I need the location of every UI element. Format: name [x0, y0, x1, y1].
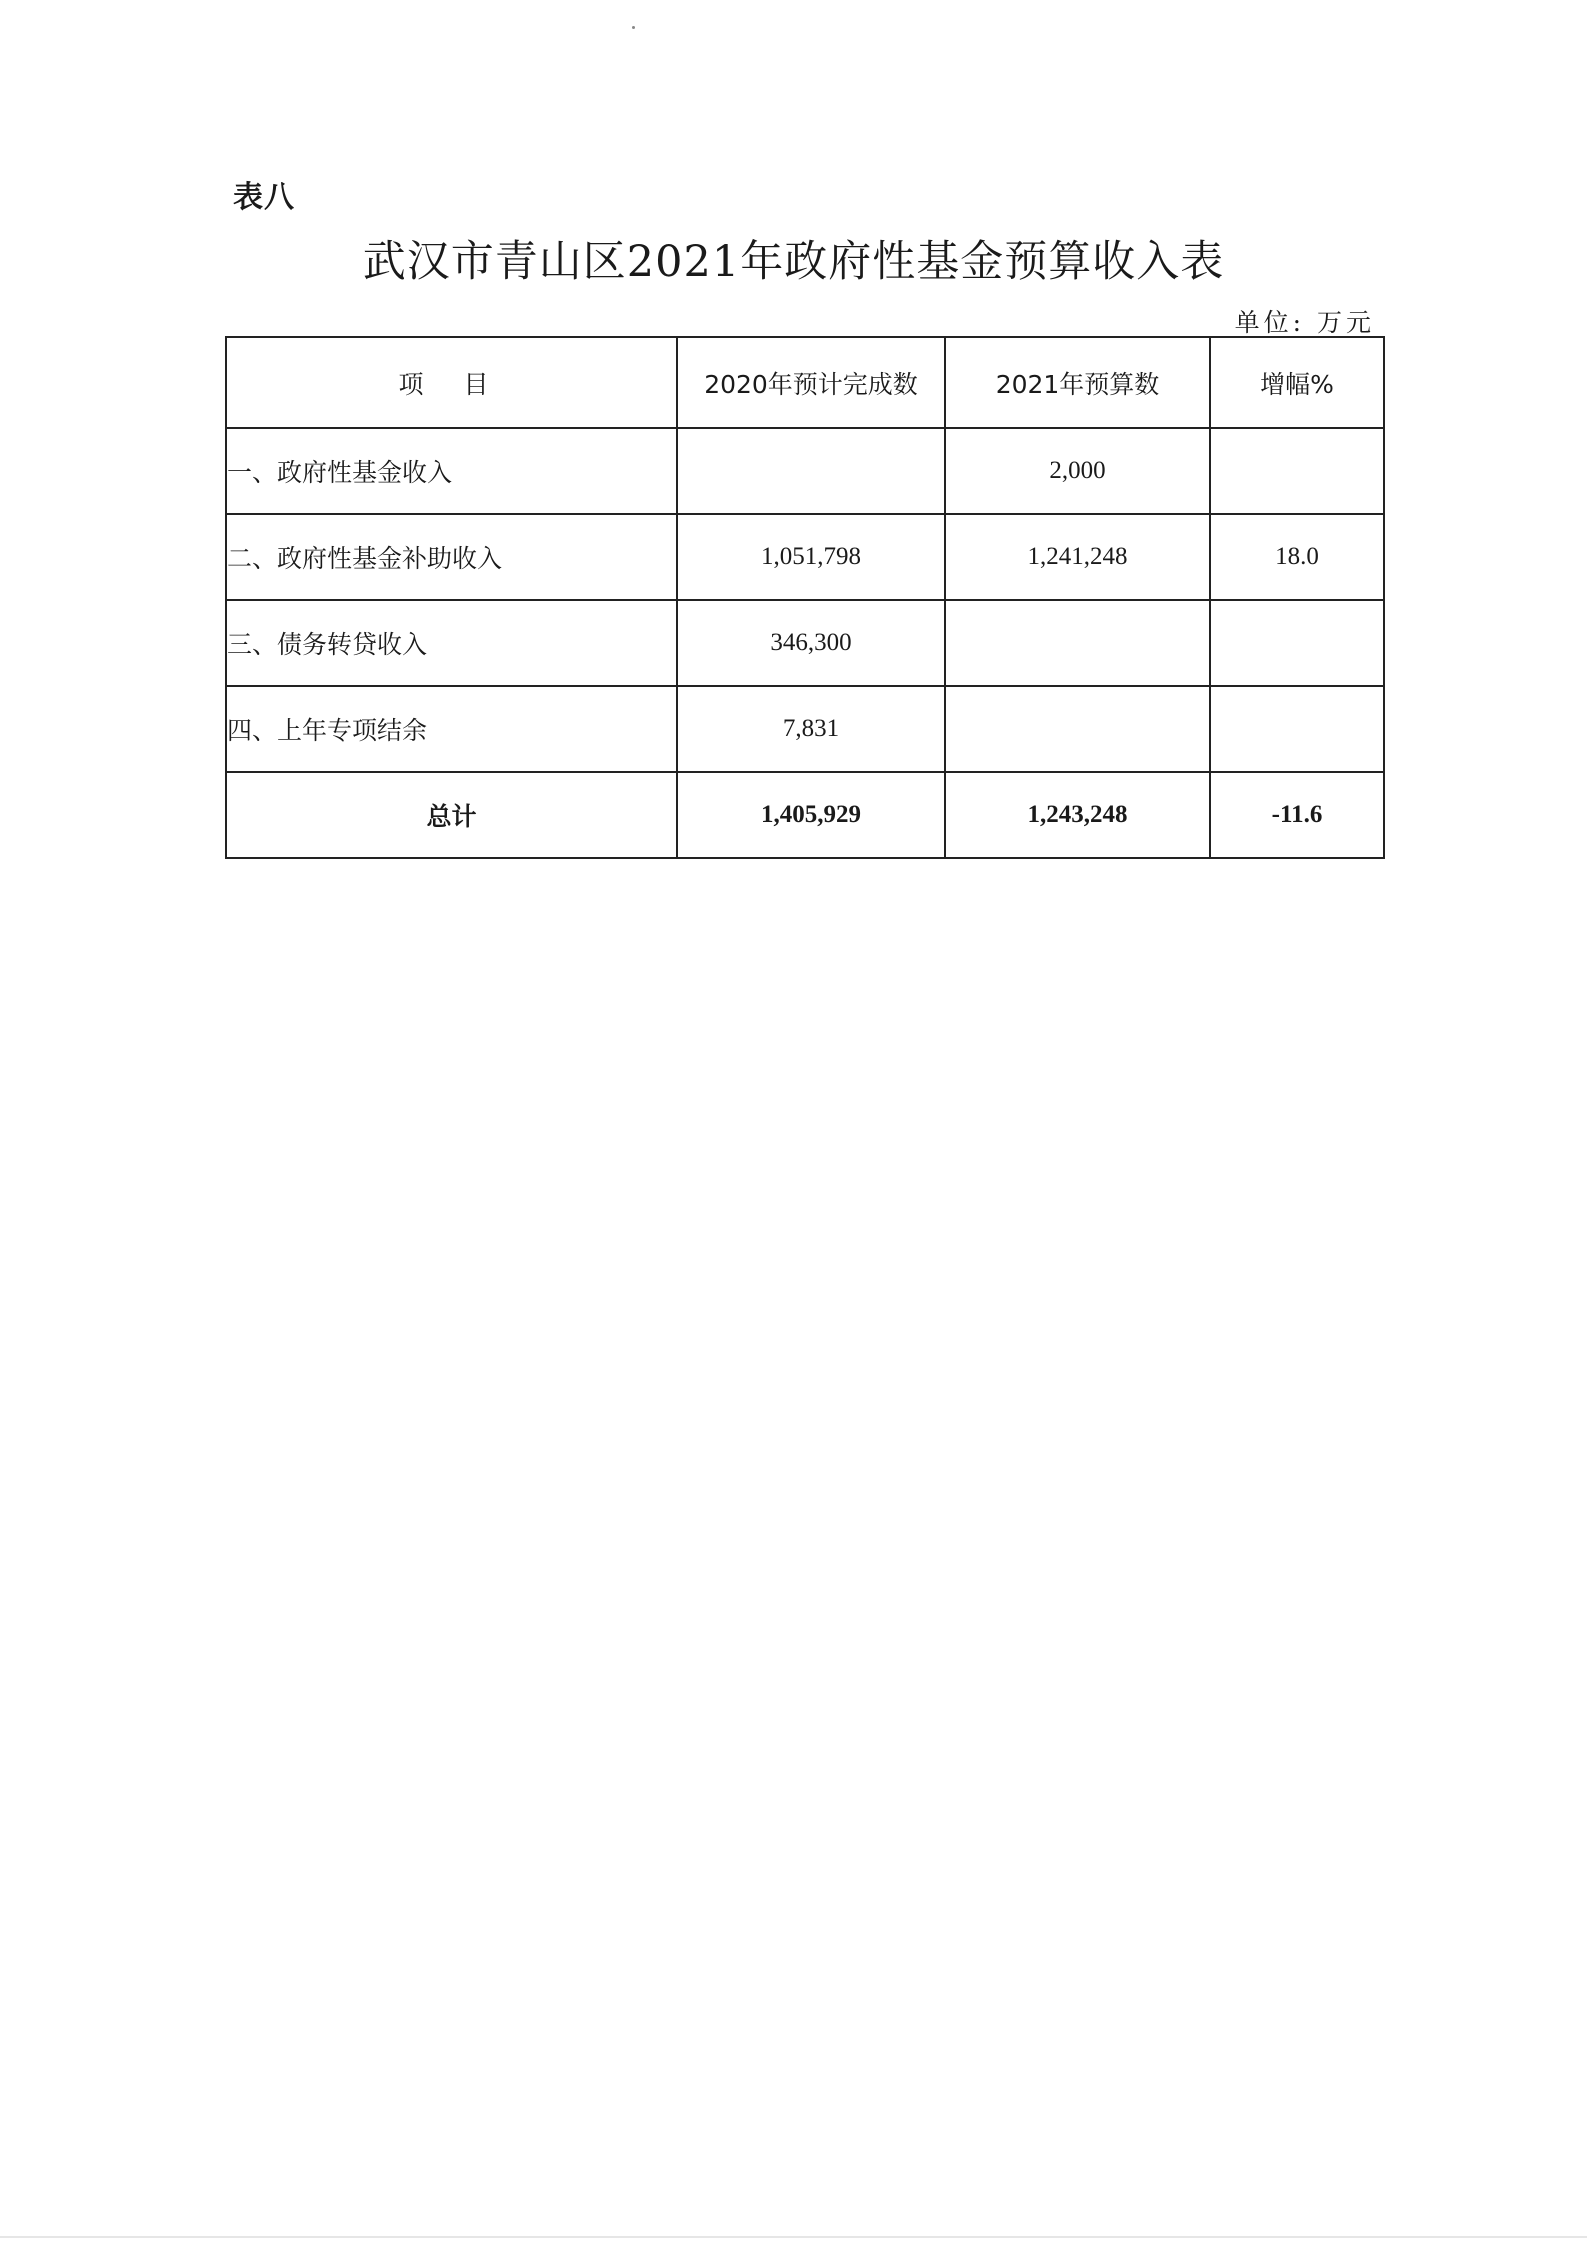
- table-number-label: 表八: [233, 180, 295, 215]
- row-2020-value: 346,300: [677, 600, 945, 686]
- total-2021-value: 1,243,248: [945, 772, 1210, 858]
- table-row: [226, 600, 1384, 686]
- row-2020-value: [677, 428, 945, 514]
- row-2021-value: 2,000: [945, 428, 1210, 514]
- total-growth-value: -11.6: [1210, 772, 1384, 858]
- row-2021-value: 1,241,248: [945, 514, 1210, 600]
- scan-speck: [632, 26, 635, 29]
- row-growth-value: [1210, 686, 1384, 772]
- row-2021-value: [945, 686, 1210, 772]
- table-header-row: [226, 337, 1384, 428]
- scan-bottom-edge: [0, 2236, 1587, 2238]
- unit-label: 单位: 万元: [1234, 308, 1375, 337]
- row-item-label: 三、债务转贷收入: [226, 600, 677, 686]
- budget-table: [225, 336, 1385, 859]
- table-row: [226, 428, 1384, 514]
- column-header-growth: 增幅%: [1210, 337, 1384, 428]
- row-growth-value: [1210, 428, 1384, 514]
- table-row: [226, 514, 1384, 600]
- column-header-2021-budget: 2021年预算数: [945, 337, 1210, 428]
- total-2020-value: 1,405,929: [677, 772, 945, 858]
- row-growth-value: 18.0: [1210, 514, 1384, 600]
- table-row: [226, 686, 1384, 772]
- document-title: 武汉市青山区2021年政府性基金预算收入表: [362, 237, 1225, 287]
- row-2021-value: [945, 600, 1210, 686]
- total-label: 总计: [226, 772, 677, 858]
- row-item-label: 二、政府性基金补助收入: [226, 514, 677, 600]
- column-header-item: 项 目: [226, 337, 677, 428]
- row-2020-value: 1,051,798: [677, 514, 945, 600]
- column-header-2020-estimate: 2020年预计完成数: [677, 337, 945, 428]
- total-row: [226, 772, 1384, 858]
- row-growth-value: [1210, 600, 1384, 686]
- row-item-label: 四、上年专项结余: [226, 686, 677, 772]
- row-item-label: 一、政府性基金收入: [226, 428, 677, 514]
- row-2020-value: 7,831: [677, 686, 945, 772]
